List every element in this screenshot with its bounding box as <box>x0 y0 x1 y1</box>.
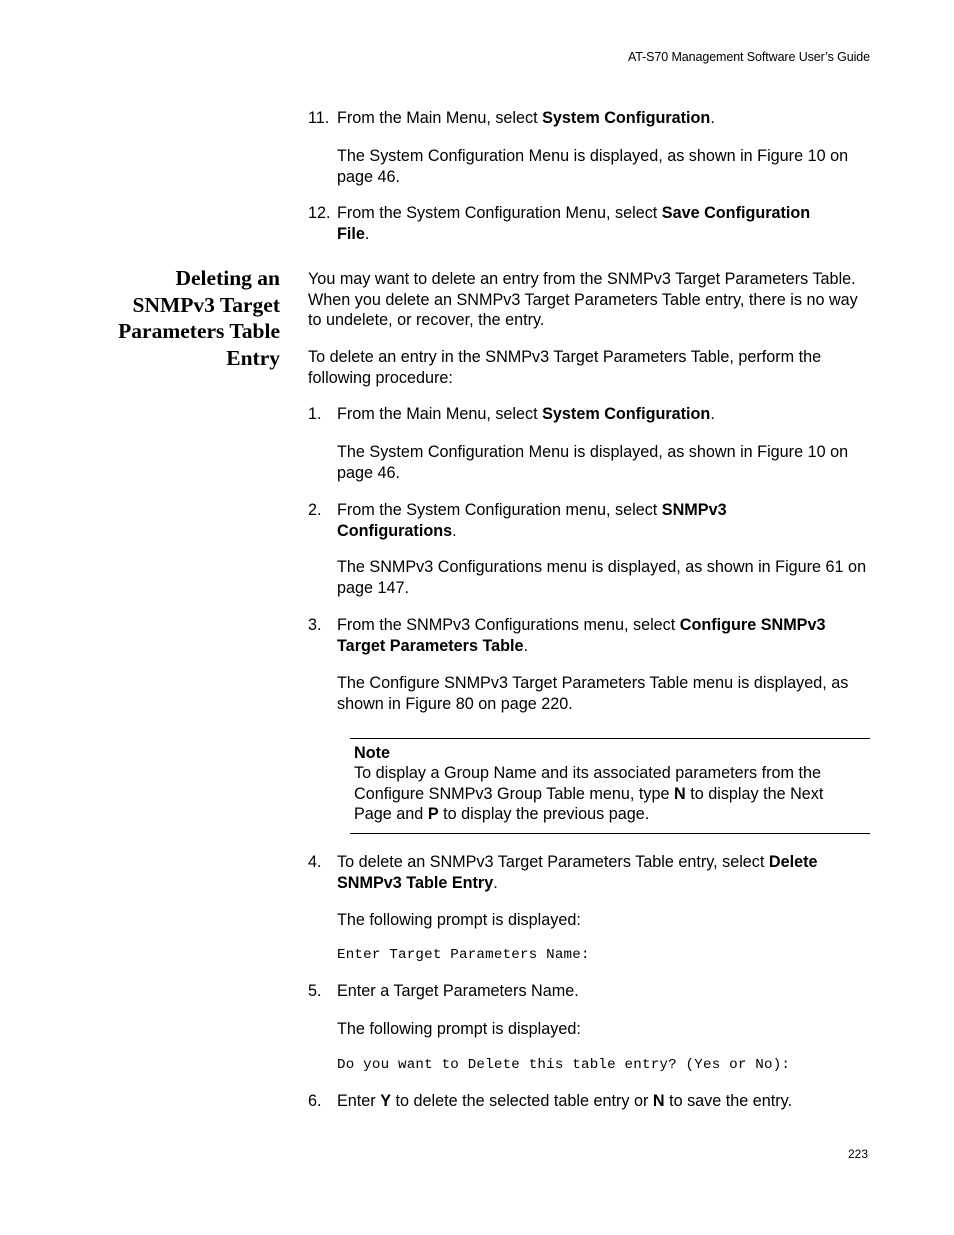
command-prompt: Enter Target Parameters Name: <box>337 947 590 963</box>
step-result: The System Configuration Menu is displayed, as shown in Figure 10 on page 46. <box>337 147 849 186</box>
step-number: 12. <box>308 204 331 222</box>
step-number: 4. <box>308 853 322 871</box>
step-result: The following prompt is displayed: <box>337 911 581 929</box>
step-text: From the Main Menu, select System Configuration. <box>337 405 715 423</box>
step-result: The Configure SNMPv3 Target Parameters Table menu is displayed, as shown in Figure 80 on page 220. <box>337 674 849 713</box>
command-prompt: Do you want to Delete this table entry? (Yes or No): <box>337 1057 791 1073</box>
step-text: From the System Configuration Menu, select Save Configuration File. <box>337 204 811 243</box>
step-text: To delete an SNMPv3 Target Parameters Table entry, select Delete SNMPv3 Table Entry. <box>337 853 818 892</box>
step-result: The SNMPv3 Configurations menu is displayed, as shown in Figure 61 on page 147. <box>337 558 867 597</box>
step-number: 5. <box>308 982 322 1000</box>
note-text: To display a Group Name and its associated parameters from the Configure SNMPv3 Group Table menu, type N to display the Next Page and P to display the previous page. <box>354 764 824 823</box>
step-result: The System Configuration Menu is displayed, as shown in Figure 10 on page 46. <box>337 443 849 482</box>
step-text: From the SNMPv3 Configurations menu, select Configure SNMPv3 Target Parameters Table. <box>337 616 826 655</box>
step-number: 2. <box>308 501 322 519</box>
page-number: 223 <box>847 1147 868 1161</box>
note-title: Note <box>354 744 390 762</box>
intro-paragraph: To delete an entry in the SNMPv3 Target Parameters Table, perform the following procedure: <box>308 348 822 387</box>
step-text: Enter Y to delete the selected table entry or N to save the entry. <box>337 1092 793 1110</box>
step-text: Enter a Target Parameters Name. <box>337 982 579 1000</box>
step-number: 1. <box>308 405 322 423</box>
step-number: 6. <box>308 1092 322 1110</box>
section-heading: Deleting an SNMPv3 Target Parameters Table Entry <box>118 266 280 370</box>
step-number: 11. <box>308 109 330 127</box>
step-result: The following prompt is displayed: <box>337 1020 581 1038</box>
step-text: From the Main Menu, select System Configuration. <box>337 109 715 127</box>
running-header: AT-S70 Management Software User’s Guide <box>627 50 870 64</box>
step-number: 3. <box>308 616 322 634</box>
note-box <box>350 738 870 834</box>
intro-paragraph: You may want to delete an entry from the SNMPv3 Target Parameters Table. When you delete an SNMPv3 Target Parameters Table entry, there is no way to undelete, or recover, the entry. <box>308 270 858 329</box>
step-text: From the System Configuration menu, select SNMPv3 Configurations. <box>337 501 727 540</box>
